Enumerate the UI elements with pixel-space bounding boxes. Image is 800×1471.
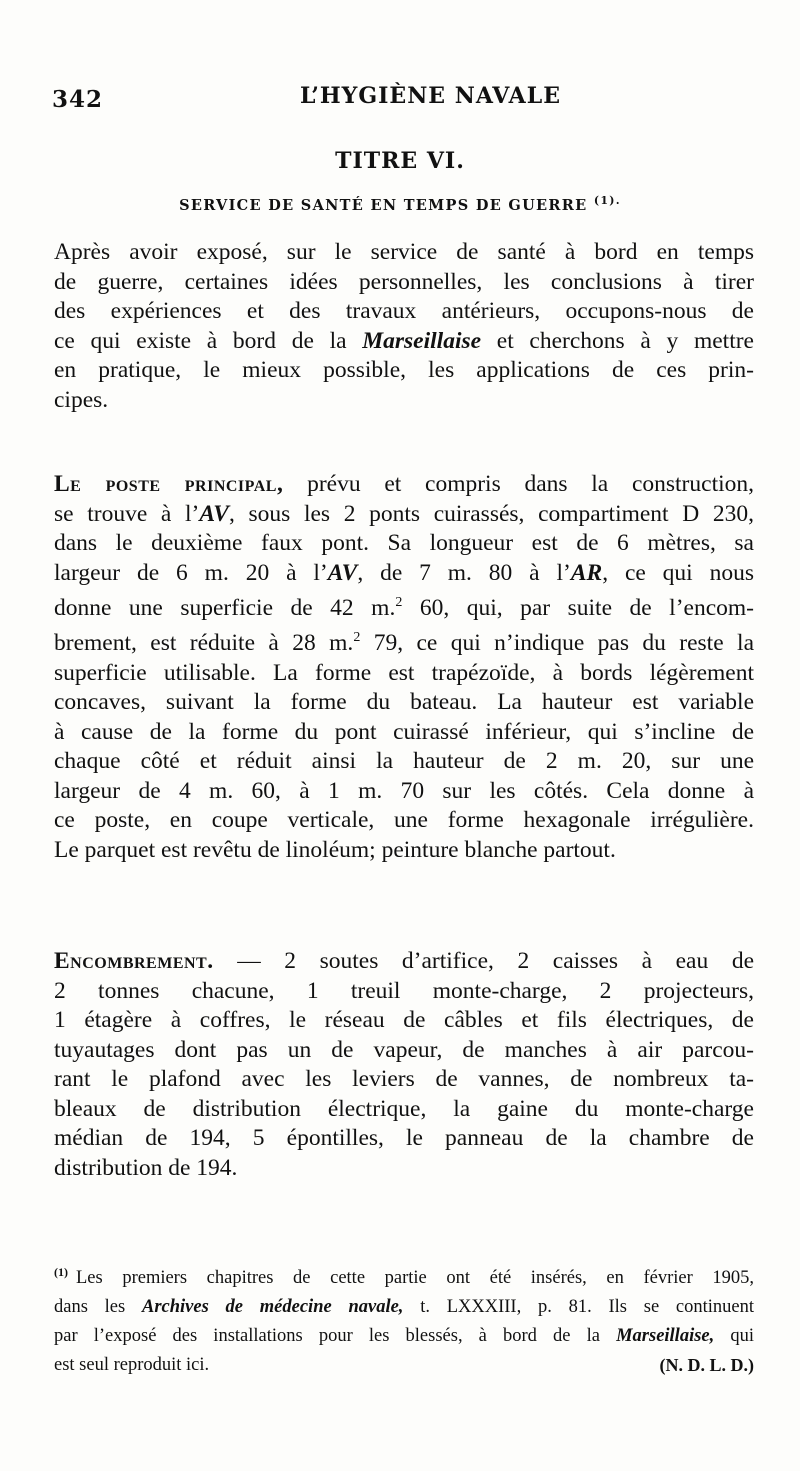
paragraph-line: cipes. bbox=[54, 386, 109, 413]
subtitle-text: SERVICE DE SANTÉ EN TEMPS DE GUERRE bbox=[179, 196, 588, 214]
paragraph-line: superficie utilisable. La forme est trapézoïde, à bords légèrement bbox=[54, 659, 754, 686]
text-run: largeur de 6 m. 20 à l’ bbox=[54, 559, 328, 586]
editor-signature: (N. D. L. D.) bbox=[659, 1355, 754, 1376]
paragraph-line: de guerre, certaines idées personnelles, les conclusions à tirer bbox=[54, 268, 754, 295]
paragraph-line: chaque côté et réduit ainsi la hauteur de 2 m. 20, sur une bbox=[54, 748, 754, 775]
text-run: qui bbox=[730, 1326, 755, 1347]
paragraph-line: des expériences et des travaux antérieurs, occupons-nous de bbox=[54, 298, 754, 324]
text-run: prévu et compris dans la construction, bbox=[307, 471, 755, 497]
paragraph-lead: Le poste principal, bbox=[54, 471, 284, 497]
section-title: TITRE VI. bbox=[335, 148, 465, 174]
paragraph-line bbox=[54, 559, 754, 589]
text-run: — 2 soutes d’artifice, 2 caisses à eau de bbox=[237, 948, 754, 974]
ship-name: Marseillaise, bbox=[616, 1326, 715, 1347]
ship-name: Marseillaise bbox=[362, 327, 482, 354]
subtitle-footnote-mark: (1). bbox=[593, 194, 621, 207]
paragraph-line bbox=[54, 623, 754, 658]
paragraph-line: 1 étagère à coffres, le réseau de câbles et fils électriques, de bbox=[54, 1007, 754, 1033]
text-run: , ce qui nous bbox=[602, 559, 754, 586]
text-run: brement, est réduite à 28 m. bbox=[54, 630, 354, 657]
paragraph-line: à cause de la forme du pont cuirassé inférieur, qui s’incline de bbox=[54, 718, 754, 745]
paragraph-line bbox=[54, 588, 754, 623]
paragraph-line: bleaux de distribution électrique, la gaine du monte-charge bbox=[54, 1095, 754, 1122]
text-run: et cherchons à y mettre bbox=[496, 327, 754, 354]
journal-title: Archives de médecine navale, bbox=[142, 1297, 404, 1318]
text-run: se trouve à l’ bbox=[54, 500, 200, 527]
footnote-line bbox=[54, 1293, 754, 1322]
paragraph-line: médian de 194, 5 épontilles, le panneau de la chambre de bbox=[54, 1125, 754, 1151]
paragraph-line: en pratique, le mieux possible, les applications de ces prin- bbox=[54, 357, 754, 383]
paragraph-line: Après avoir exposé, sur le service de santé à bord en temps bbox=[54, 239, 754, 265]
paragraph-line: dans le deuxième faux pont. Sa longueur est de 6 mètres, sa bbox=[54, 530, 754, 556]
text-run: est seul reproduit ici. bbox=[54, 1355, 210, 1376]
text-run: t. LXXXIII, p. 81. Ils se continuent bbox=[420, 1297, 755, 1318]
abbr-avant: AV bbox=[199, 500, 229, 527]
footnote-line bbox=[54, 1322, 754, 1351]
text-run: par l’exposé des installations pour les blessés, à bord de la bbox=[54, 1326, 600, 1347]
paragraph-line: 2 tonnes chacune, 1 treuil monte-charge, 2 projecteurs, bbox=[54, 977, 754, 1004]
abbr-arriere: AR bbox=[570, 559, 603, 586]
paragraph-line bbox=[54, 470, 754, 500]
text-run: Les premiers chapitres de cette partie ont été insérés, en février 1905, bbox=[76, 1268, 754, 1289]
text-run: donne une superficie de 42 m. bbox=[54, 594, 396, 621]
text-run: , sous les 2 ponts cuirassés, compartiment D 230, bbox=[228, 500, 754, 527]
paragraph-lead: Encombrement. bbox=[54, 948, 214, 974]
text-run: 60, qui, par suite de l’encom- bbox=[419, 594, 755, 621]
footnote-line bbox=[54, 1351, 754, 1380]
superscript: 2 bbox=[395, 595, 403, 610]
text-run: dans les bbox=[54, 1297, 126, 1318]
paragraph-line: largeur de 4 m. 60, à 1 m. 70 sur les côtés. Cela donne à bbox=[54, 777, 754, 804]
text-run: 79, ce qui n’indique pas du reste la bbox=[373, 630, 754, 657]
text-run: ce qui existe à bord de la bbox=[54, 327, 347, 354]
paragraph-line: Le parquet est revêtu de linoléum; peinture blanche partout. bbox=[54, 836, 616, 863]
running-head bbox=[52, 80, 748, 116]
superscript: 2 bbox=[353, 630, 361, 646]
running-title: L’HYGIÈNE NAVALE bbox=[300, 83, 561, 109]
abbr-avant: AV bbox=[327, 559, 358, 586]
paragraph-encombrement bbox=[54, 947, 754, 1183]
page-number: 342 bbox=[52, 86, 104, 113]
paragraph-line bbox=[54, 327, 754, 357]
paragraph-line bbox=[54, 947, 754, 977]
paragraph-line bbox=[54, 500, 754, 530]
paragraph-line: distribution de 194. bbox=[54, 1154, 238, 1181]
footnote bbox=[54, 1258, 754, 1380]
paragraph-poste-principal bbox=[54, 470, 754, 865]
section-subtitle bbox=[0, 194, 800, 214]
footnote-mark: (1) bbox=[54, 1265, 68, 1279]
paragraph-intro bbox=[54, 238, 754, 415]
footnote-line bbox=[54, 1258, 754, 1293]
paragraph-line: rant le plafond avec les leviers de vannes, de nombreux ta- bbox=[54, 1066, 754, 1092]
text-run: , de 7 m. 80 à l’ bbox=[357, 559, 571, 586]
paragraph-line: ce poste, en coupe verticale, une forme hexagonale irrégulière. bbox=[54, 807, 754, 834]
paragraph-line: concaves, suivant la forme du bateau. La hauteur est variable bbox=[54, 689, 754, 716]
paragraph-line: tuyautages dont pas un de vapeur, de manches à air parcou- bbox=[54, 1036, 754, 1063]
